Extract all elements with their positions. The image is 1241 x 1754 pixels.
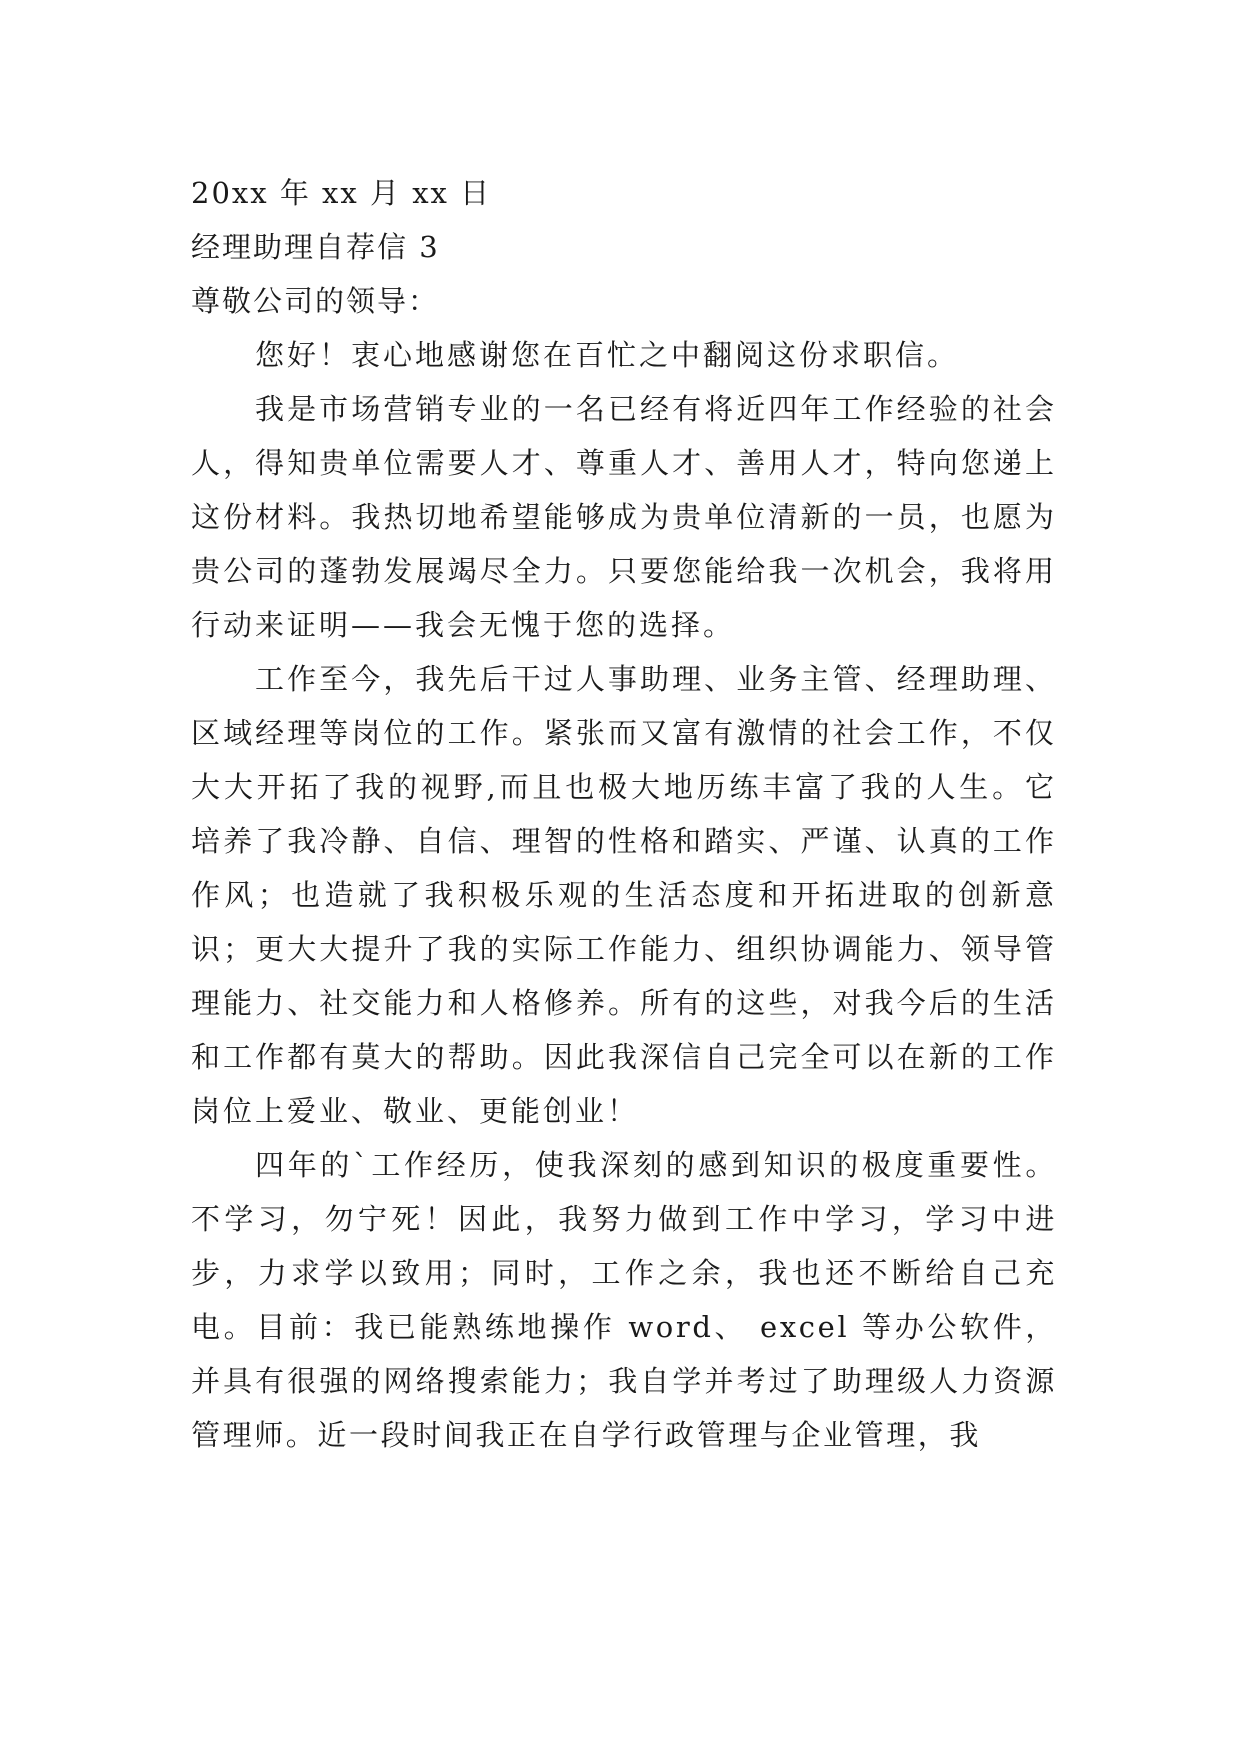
letter-date: 20xx 年 xx 月 xx 日: [191, 176, 492, 210]
paragraph-greeting: 您好！衷心地感谢您在百忙之中翻阅这份求职信。: [255, 338, 960, 372]
paragraph-work-experience: 工作至今，我先后干过人事助理、业务主管、经理助理、区域经理等岗位的工作。紧张而又富有激情的社会工作，不仅大大开拓了我的视野,而且也极大地历练丰富了我的人生。它培养了我冷静、自信、理智的性格和踏实、严谨、认真的工作作风；也造就了我积极乐观的生活态度和开拓进取的创新意识；更大大提升了我的实际工作能力、组织协调能力、领导管理能力、社交能力和人格修养。所有的这些，对我今后的生活和工作都有莫大的帮助。因此我深信自己完全可以在新的工作岗位上爱业、敬业、更能创业！: [191, 662, 1057, 1128]
letter-salutation: 尊敬公司的领导：: [191, 284, 440, 318]
letter-body: [191, 166, 1057, 1462]
paragraph-learning: 四年的`工作经历，使我深刻的感到知识的极度重要性。不学习，勿宁死！因此，我努力做到工作中学习，学习中进步，力求学以致用；同时，工作之余，我也还不断给自己充电。目前：我已能熟练地操作 word、 excel 等办公软件，并具有很强的网络搜索能力；我自学并考过了助理级人力资源管理师。近一段时间我正在自学行政管理与企业管理，我: [191, 1148, 1057, 1452]
letter-title: 经理助理自荐信 3: [191, 230, 440, 264]
paragraph-introduction: 我是市场营销专业的一名已经有将近四年工作经验的社会人，得知贵单位需要人才、尊重人才、善用人才，特向您递上这份材料。我热切地希望能够成为贵单位清新的一员，也愿为贵公司的蓬勃发展竭尽全力。只要您能给我一次机会，我将用行动来证明——我会无愧于您的选择。: [191, 392, 1057, 642]
